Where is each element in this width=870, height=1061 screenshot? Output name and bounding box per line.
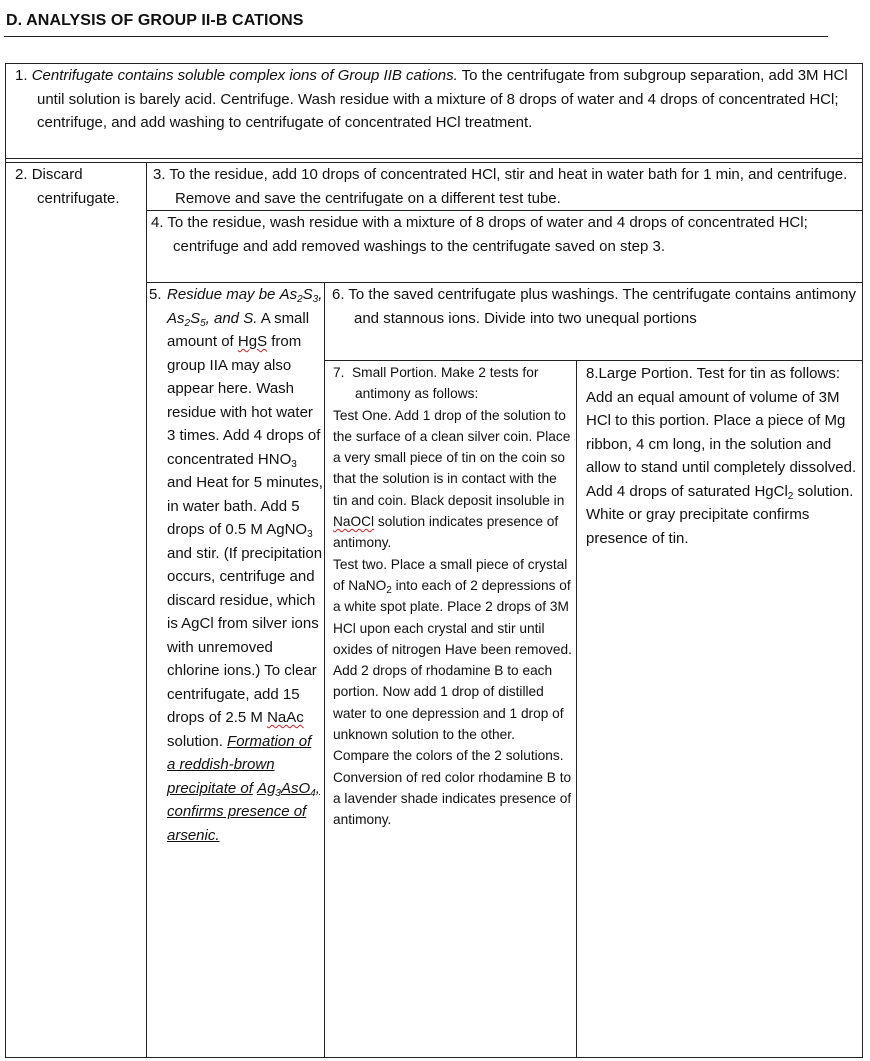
step-1-lead: Centrifugate contains soluble complex ions of Group IIB cations. bbox=[31, 67, 458, 84]
step-5-conclusion-a: Formation of a reddish-brown precipitate of bbox=[167, 732, 312, 797]
step-4-cell bbox=[151, 211, 859, 258]
formula-agno3: AgNO$_3$ bbox=[266, 521, 313, 540]
step-1-number: 1. bbox=[15, 67, 28, 84]
formula-naocl: NaOCl bbox=[333, 514, 375, 530]
step-5-conclusion-b: confirms presence of arsenic. bbox=[167, 803, 307, 844]
column-divider bbox=[576, 360, 577, 1057]
step-5-number: 5. bbox=[149, 286, 162, 303]
step-7-test-two: Test two. Place a small piece of crystal of NaNO$_2$ into each of 2 depressions of a white spot plate. Place 2 drops of 3M HCl upon each crystal and stir until oxides of nitrogen Have been removed. Add 2 drops of rhodamine B to each portion. Now add 1 drop of distilled water to one depression and 1 drop of unknown solution to the other. Compare the colors of the 2 solutions. Conversion of red color rhodamine B to a lavender shade indicates presence of antimony. bbox=[333, 556, 572, 828]
step-1-cell bbox=[15, 64, 855, 135]
formula-as2s3: $As_2S_3$, bbox=[279, 286, 323, 305]
step-5-text-c: and stir. (If precipitation occurs, centrifuge and discard residue, which is AgCl from silver ions with unremoved chlorine ions.) To clear centrifugate, add 15 drops of 2.5 M bbox=[167, 544, 323, 726]
step-5-amount: A small amount of bbox=[167, 309, 310, 350]
formula-hgcl2: HgCl$_2$ bbox=[754, 482, 794, 502]
column-divider bbox=[324, 282, 325, 1057]
step-3-cell bbox=[153, 163, 859, 210]
formula-naac: NaAc bbox=[267, 709, 304, 726]
step-6-number: 6. bbox=[332, 286, 345, 303]
step-2-number: 2. bbox=[15, 166, 28, 183]
step-5-residue-lead: Residue may be bbox=[167, 286, 276, 303]
formula-nano2: NaNO$_2$ bbox=[348, 577, 392, 596]
formula-hgs: HgS bbox=[237, 333, 268, 350]
step-7-number: 7. bbox=[333, 365, 345, 380]
page-title: D. ANALYSIS OF GROUP II-B CATIONS bbox=[6, 12, 304, 29]
column-divider bbox=[146, 162, 147, 1057]
step-7-heading: 7. Small Portion. Make 2 tests for antimony as follows: bbox=[333, 365, 539, 402]
step-4-number: 4. bbox=[151, 214, 164, 231]
formula-as2s5: $As_2S_5$, bbox=[167, 309, 210, 329]
table-right-border bbox=[862, 63, 863, 1058]
step-2-cell bbox=[15, 163, 145, 210]
step-7-test-one: Test One. Add 1 drop of the solution to the surface of a clean silver coin. Place a very small piece of tin on the coin so that the solution is in contact with the tin and coin. Black deposit insoluble in NaOCl solution indicates presence of antimony. bbox=[333, 407, 571, 551]
step-2-text: Discard centrifugate. bbox=[31, 166, 120, 207]
step-4-text: To the residue, wash residue with a mixture of 8 drops of water and 4 drops of concentrated HCl; centrifuge and add removed washings to the centrifugate saved on step 3. bbox=[167, 214, 808, 255]
step-6-text: To the saved centrifugate plus washings. The centrifugate contains antimony and stannous ions. Divide into two unequal portions bbox=[348, 286, 856, 327]
formula-ag3aso4: $Ag_3AsO_4$, bbox=[257, 779, 320, 799]
step-1-text: To the centrifugate from subgroup separation, add 3M HCl until solution is barely acid. Centrifuge. Wash residue with a mixture of 8 drops of water and 4 drops of concentrated HCl; centrifuge, and add washing to centrifugate of concentrated HCl treatment. bbox=[37, 67, 848, 131]
row-divider bbox=[5, 158, 863, 159]
step-3-number: 3. bbox=[153, 166, 166, 183]
row-divider bbox=[324, 360, 863, 361]
step-8-text: Add an equal amount of volume of 3M HCl to this portion. Place a piece of Mg ribbon, 4 cm long, in the solution and allow to stand until completely dissolved. Add 4 drops of saturated HgCl$_2$ solution. White or gray precipitate confirms presence of tin. bbox=[586, 388, 857, 547]
step-8-heading: 8.Large Portion. Test for tin as follows: bbox=[586, 365, 841, 382]
step-5-and-s: and S. bbox=[214, 309, 258, 327]
step-3-text: To the residue, add 10 drops of concentrated HCl, stir and heat in water bath for 1 min, and centrifuge. Remove and save the centrifugate on a different test tube. bbox=[169, 166, 848, 207]
table-bottom-border bbox=[5, 1057, 863, 1058]
step-6-cell bbox=[332, 283, 860, 330]
step-8-number: 8. bbox=[586, 365, 599, 382]
formula-hno3: $HNO_3$ bbox=[257, 450, 297, 470]
step-5-text-b: and Heat for 5 minutes, in water bath. Add 5 drops of 0.5 M bbox=[167, 474, 323, 538]
table-left-border bbox=[5, 63, 6, 1058]
step-5-text-a: from group IIA may also appear here. Wash residue with hot water 3 times. Add 4 drops of concentrated bbox=[167, 333, 321, 468]
step-8-cell bbox=[586, 362, 858, 550]
step-5-text-d: solution. bbox=[167, 732, 223, 750]
step-7-cell bbox=[333, 362, 573, 831]
title-rule bbox=[4, 36, 828, 37]
step-5-cell bbox=[149, 283, 323, 847]
